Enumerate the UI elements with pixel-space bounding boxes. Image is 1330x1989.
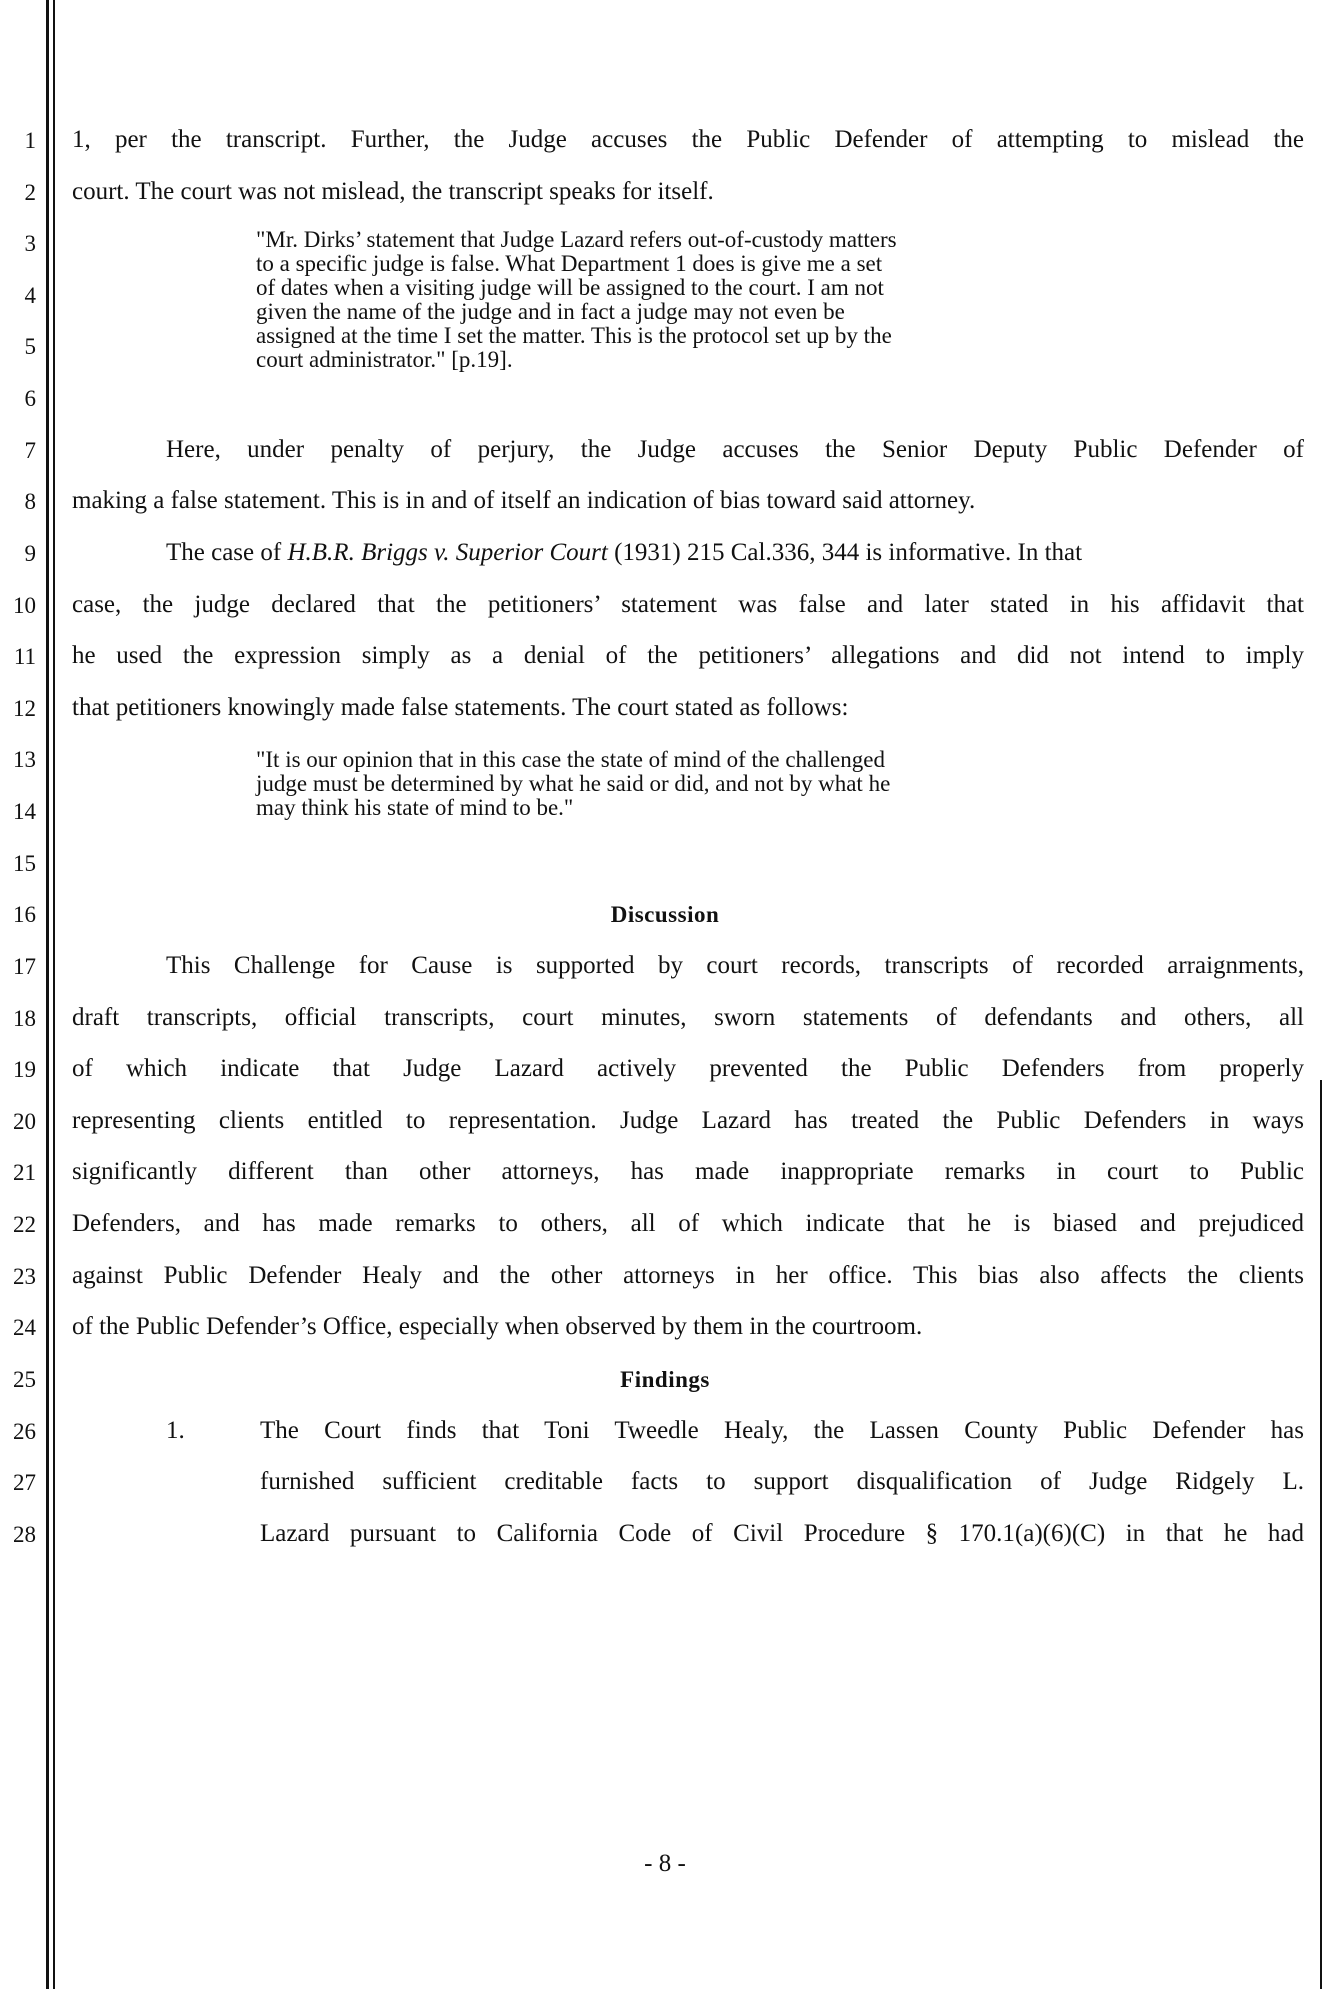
- body-text-line: draft transcripts, official transcripts, court minutes, sworn statements of defendants and others, all: [72, 1004, 1304, 1031]
- finding-text-line: furnished sufficient creditable facts to support disqualification of Judge Ridgely L.: [260, 1468, 1304, 1495]
- line-number: 26: [13, 1419, 36, 1444]
- body-text-line: The case of H.B.R. Briggs v. Superior Court (1931) 215 Cal.336, 344 is informative. In that: [166, 539, 1083, 566]
- line-number: 28: [13, 1522, 36, 1547]
- body-text-line: significantly different than other attorneys, has made inappropriate remarks in court to Public: [72, 1158, 1304, 1185]
- line-number: 12: [13, 696, 36, 721]
- finding-number: 1.: [166, 1417, 185, 1444]
- line-number: 24: [13, 1315, 36, 1340]
- body-text-line: This Challenge for Cause is supported by court records, transcripts of recorded arraignments,: [166, 952, 1304, 979]
- quote-line: of dates when a visiting judge will be assigned to the court. I am not: [256, 275, 884, 300]
- body-text-line: of the Public Defender’s Office, especially when observed by them in the courtroom.: [72, 1313, 923, 1340]
- quote-line: to a specific judge is false. What Department 1 does is give me a set: [256, 251, 883, 276]
- body-text-line: against Public Defender Healy and the other attorneys in her office. This bias also affects the clients: [72, 1262, 1304, 1289]
- line-number: 8: [24, 489, 36, 514]
- line-number: 13: [13, 747, 36, 772]
- body-text-line: court. The court was not mislead, the transcript speaks for itself.: [72, 178, 714, 205]
- quote-line: "Mr. Dirks’ statement that Judge Lazard refers out-of-custody matters: [256, 227, 897, 252]
- case-citation: H.B.R. Briggs v. Superior Court: [287, 539, 608, 566]
- body-text-line: making a false statement. This is in and of itself an indication of bias toward said attorney.: [72, 487, 976, 514]
- line-number: 7: [24, 438, 36, 463]
- quote-line: assigned at the time I set the matter. This is the protocol set up by the: [256, 323, 892, 348]
- quote-line: may think his state of mind to be.": [256, 795, 574, 820]
- body-text-line: 1, per the transcript. Further, the Judge accuses the Public Defender of attempting to mislead the: [72, 126, 1304, 153]
- body-text-line: representing clients entitled to representation. Judge Lazard has treated the Public Defenders in ways: [72, 1107, 1304, 1134]
- line-number: 3: [24, 231, 36, 256]
- line-number: 10: [13, 593, 36, 618]
- line-number: 27: [13, 1470, 36, 1495]
- quote-line: given the name of the judge and in fact a judge may not even be: [256, 299, 845, 324]
- line-number: 22: [13, 1212, 36, 1237]
- line-number: 19: [13, 1057, 36, 1082]
- left-margin-rule-inner: [53, 0, 55, 1989]
- line-number: 16: [13, 902, 36, 927]
- body-text-line: Defenders, and has made remarks to others, all of which indicate that he is biased and prejudiced: [72, 1210, 1304, 1237]
- body-text-line: that petitioners knowingly made false statements. The court stated as follows:: [72, 694, 849, 721]
- line-number: 23: [13, 1264, 36, 1289]
- line-number: 1: [24, 128, 36, 153]
- line-number: 5: [24, 334, 36, 359]
- line-number: 20: [13, 1109, 36, 1134]
- block-quote: [256, 228, 1116, 372]
- line-number: 11: [13, 644, 36, 669]
- body-text-line: Here, under penalty of perjury, the Judge accuses the Senior Deputy Public Defender of: [166, 436, 1304, 463]
- body-text-line: he used the expression simply as a denial of the petitioners’ allegations and did not intend to imply: [72, 642, 1304, 669]
- finding-text-line: The Court finds that Toni Tweedle Healy, the Lassen County Public Defender has: [260, 1417, 1304, 1444]
- section-heading-findings: Findings: [620, 1367, 710, 1392]
- line-number: 4: [24, 283, 36, 308]
- body-text-line: case, the judge declared that the petitioners’ statement was false and later stated in his affidavit that: [72, 591, 1304, 618]
- line-number: 25: [13, 1367, 36, 1392]
- line-number: 2: [24, 180, 36, 205]
- block-quote: [256, 748, 1116, 820]
- quote-line: court administrator." [p.19].: [256, 347, 513, 372]
- section-heading-discussion: Discussion: [610, 902, 720, 927]
- line-number: 6: [24, 386, 36, 411]
- line-number: 18: [13, 1006, 36, 1031]
- quote-line: judge must be determined by what he said or did, and not by what he: [256, 771, 891, 796]
- line-number: 14: [13, 799, 36, 824]
- finding-text-line: Lazard pursuant to California Code of Civil Procedure § 170.1(a)(6)(C) in that he had: [260, 1520, 1304, 1547]
- quote-line: "It is our opinion that in this case the state of mind of the challenged: [256, 747, 885, 772]
- left-margin-rule: [46, 0, 49, 1989]
- line-number: 15: [13, 851, 36, 876]
- line-number: 17: [13, 954, 36, 979]
- line-number: 21: [13, 1160, 36, 1185]
- body-text-line: of which indicate that Judge Lazard actively prevented the Public Defenders from properly: [72, 1055, 1304, 1082]
- line-number: 9: [24, 541, 36, 566]
- page-number: - 8 -: [644, 1850, 686, 1877]
